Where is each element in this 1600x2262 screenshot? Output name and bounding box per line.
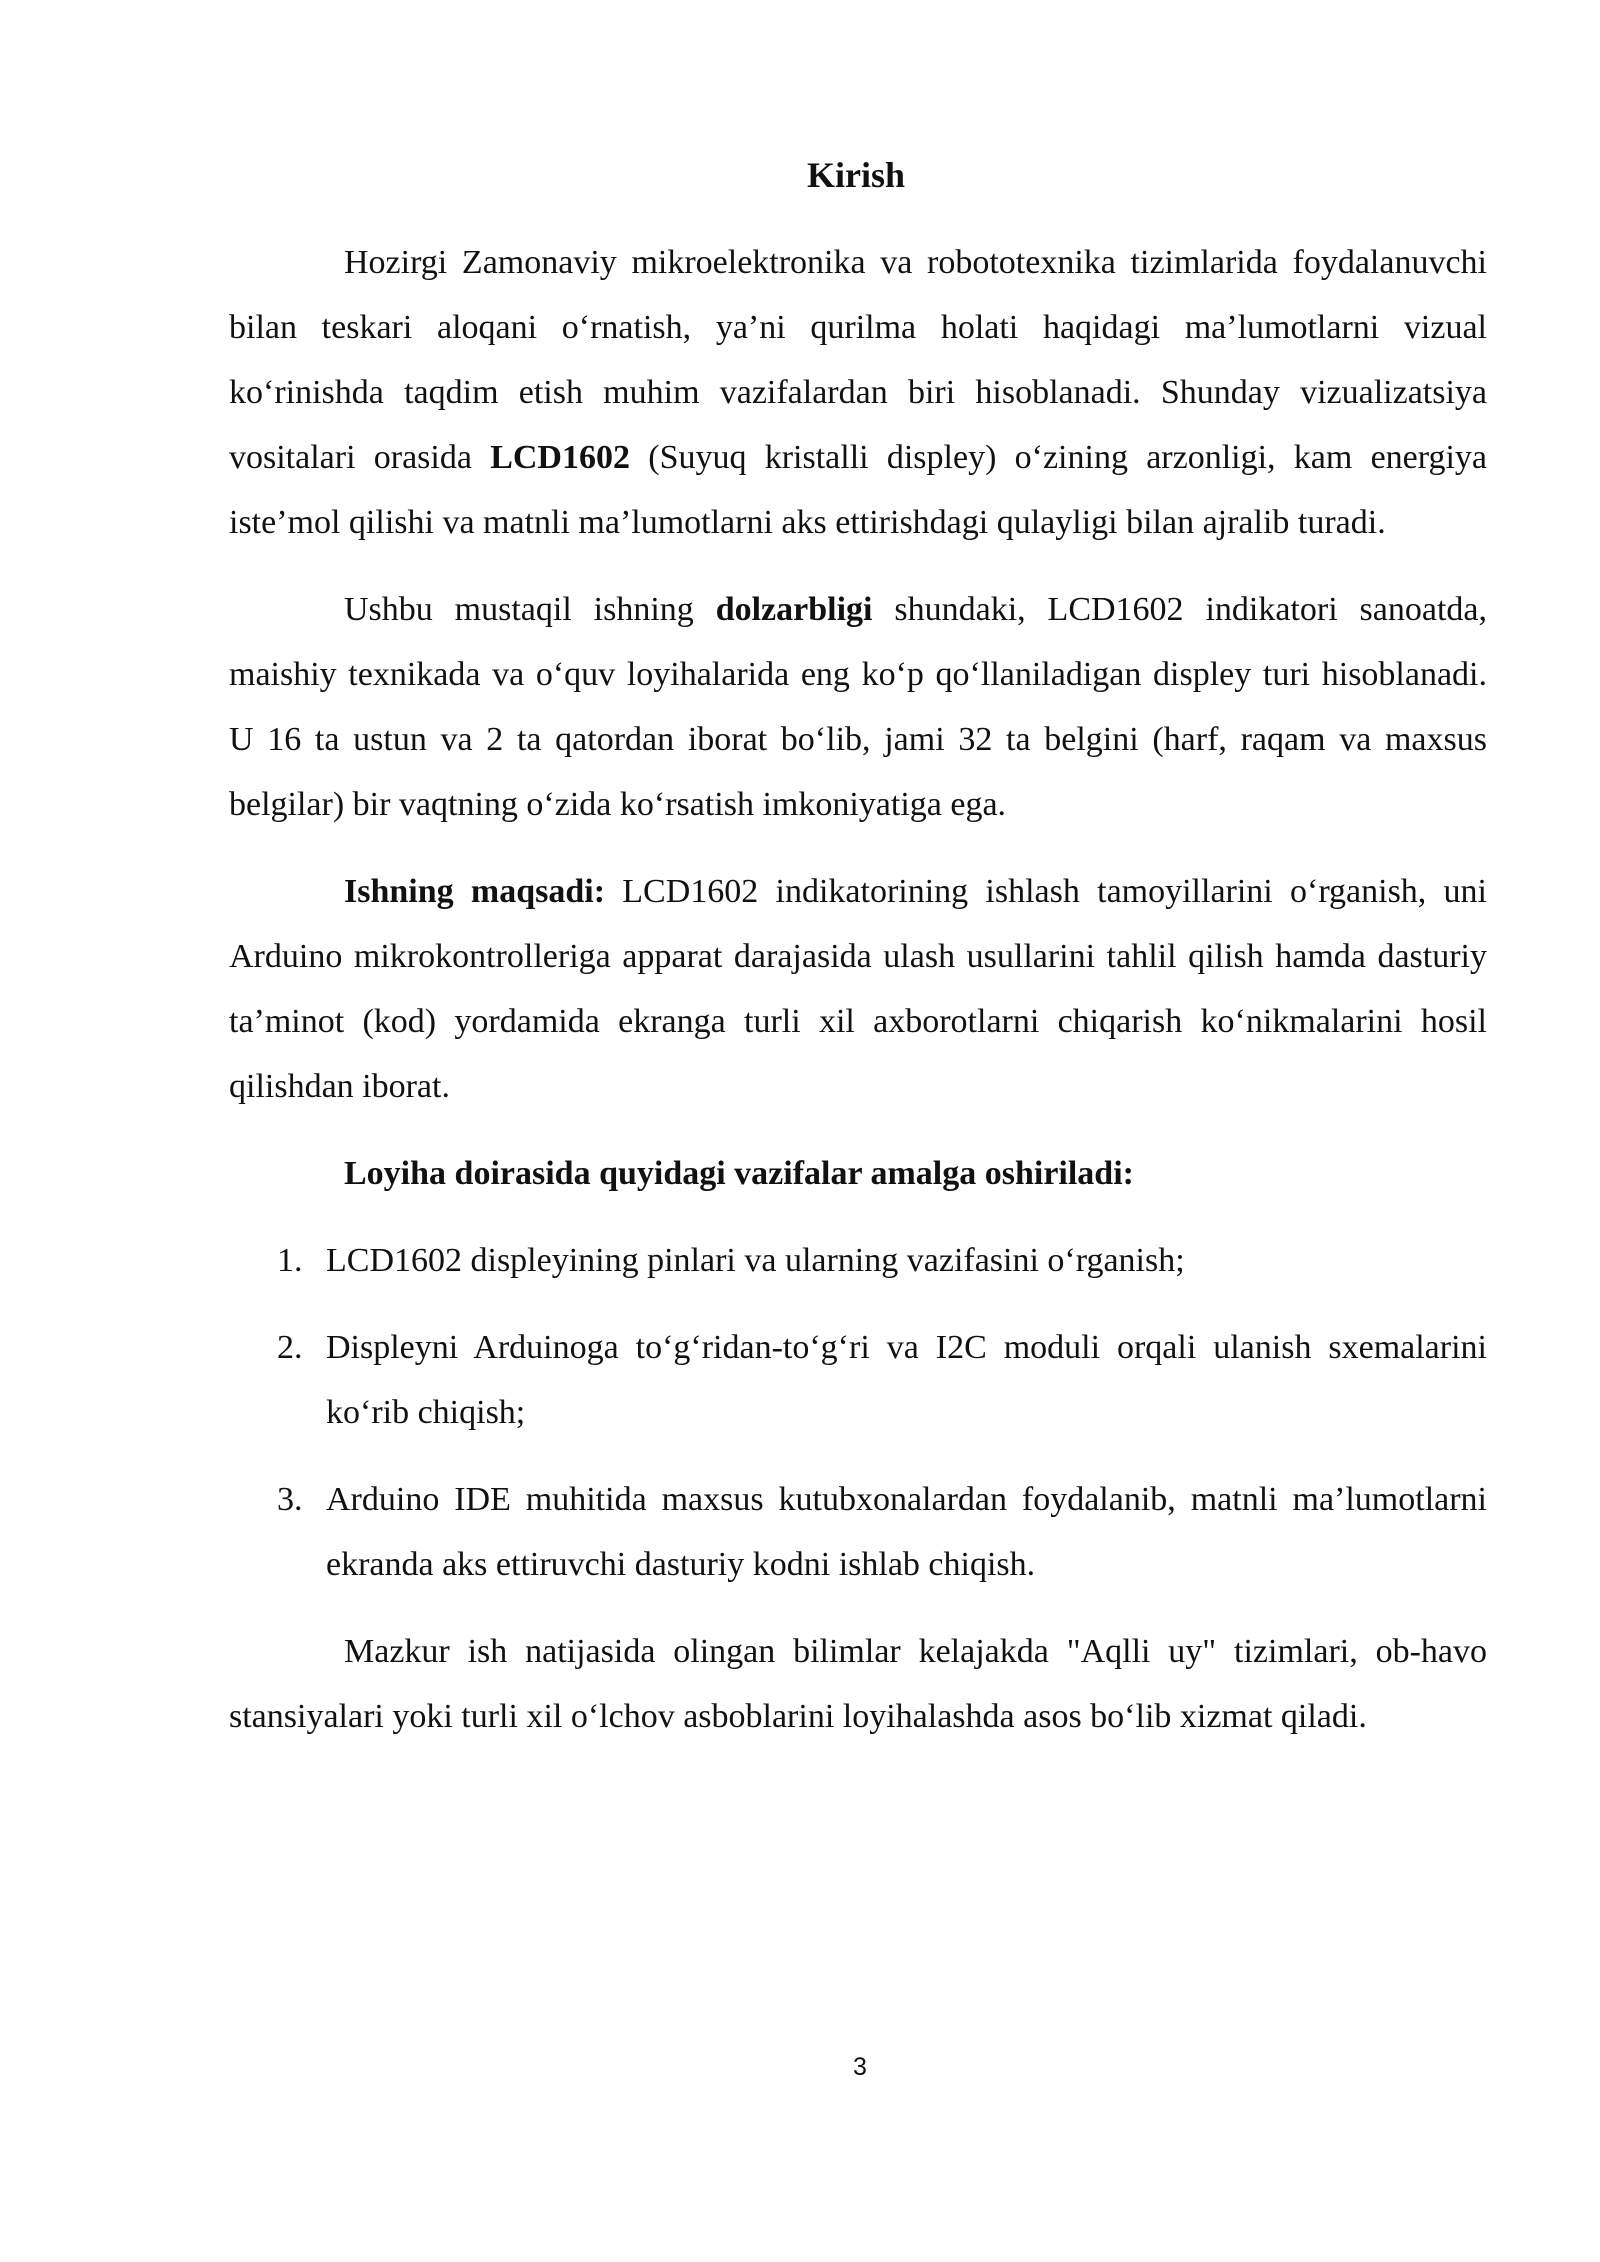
intro-text-continued: (Suyuq kristalli displey) o‘zining arzonligi, kam energiya iste’mol qilishi va matnli ma’lumotlarni aks ettirishdagi qulayligi bilan ajralib turadi. — [229, 439, 1487, 541]
page-title: Kirish — [806, 155, 905, 195]
intro-text: Hozirgi Zamonaviy mikroelektronika va robototexnika tizimlarida foydalanuvchi bilan teskari aloqani o‘rnatish, ya’ni qurilma holati haqidagi ma’lumotlarni vizual ko‘rinishda taqdim etish muhim vazifalardan biri hisoblanadi. Shunday vizualizatsiya vositalari orasida — [229, 244, 1487, 476]
tasks-heading: Loyiha doirasida quyidagi vazifalar amalga oshiriladi: — [344, 1155, 1134, 1192]
task-item — [229, 1228, 1487, 1293]
task-text: Arduino IDE muhitida maxsus kutubxonalardan foydalanib, matnli ma’lumotlarni ekranda aks ettiruvchi dasturiy kodni ishlab chiqish. — [326, 1481, 1487, 1583]
goal-label: Ishning maqsadi: — [344, 873, 606, 910]
relevance-text: shundaki, LCD1602 indikatori sanoatda, maishiy texnikada va o‘quv loyihalarida eng ko‘p qo‘llaniladigan displey turi hisoblanadi. U 16 ta ustun va 2 ta qatordan iborat bo‘lib, jami 32 ta belgini (harf, raqam va maxsus belgilar) bir vaqtning o‘zida ko‘rsatish imkoniyatiga ega. — [229, 591, 1487, 823]
page-number: 3 — [853, 2053, 867, 2081]
task-number: 1. — [277, 1242, 303, 1279]
goal-paragraph — [229, 859, 1487, 1119]
task-item — [229, 1467, 1487, 1597]
relevance-bold-term: dolzarbligi — [715, 591, 873, 628]
goal-text: LCD1602 indikatorining ishlash tamoyillarini o‘rganish, uni Arduino mikrokontrolleriga apparat darajasida ulash usullarini tahlil qilish hamda dasturiy ta’minot (kod) yordamida ekranga turli xil axborotlarni chiqarish ko‘nikmalarini hosil qilishdan iborat. — [229, 873, 1487, 1105]
document-body — [229, 230, 1487, 1771]
task-text: Displeyni Arduinoga to‘g‘ridan-to‘g‘ri va I2C moduli orqali ulanish sxemalarini ko‘rib chiqish; — [326, 1329, 1487, 1431]
closing-paragraph: Mazkur ish natijasida olingan bilimlar kelajakda "Aqlli uy" tizimlari, ob-havo stansiyalari yoki turli xil o‘lchov asboblarini loyihalashda asos bo‘lib xizmat qiladi. — [229, 1633, 1487, 1735]
relevance-paragraph — [229, 577, 1487, 837]
relevance-text-start: Ushbu mustaqil ishning — [344, 591, 716, 628]
intro-bold-term: LCD1602 — [490, 439, 630, 476]
task-text: LCD1602 displeyining pinlari va ularning vazifasini o‘rganish; — [326, 1242, 1185, 1279]
task-number: 3. — [277, 1481, 303, 1518]
task-list — [229, 1228, 1487, 1597]
task-item — [229, 1315, 1487, 1445]
task-number: 2. — [277, 1329, 303, 1366]
intro-paragraph — [229, 230, 1487, 555]
